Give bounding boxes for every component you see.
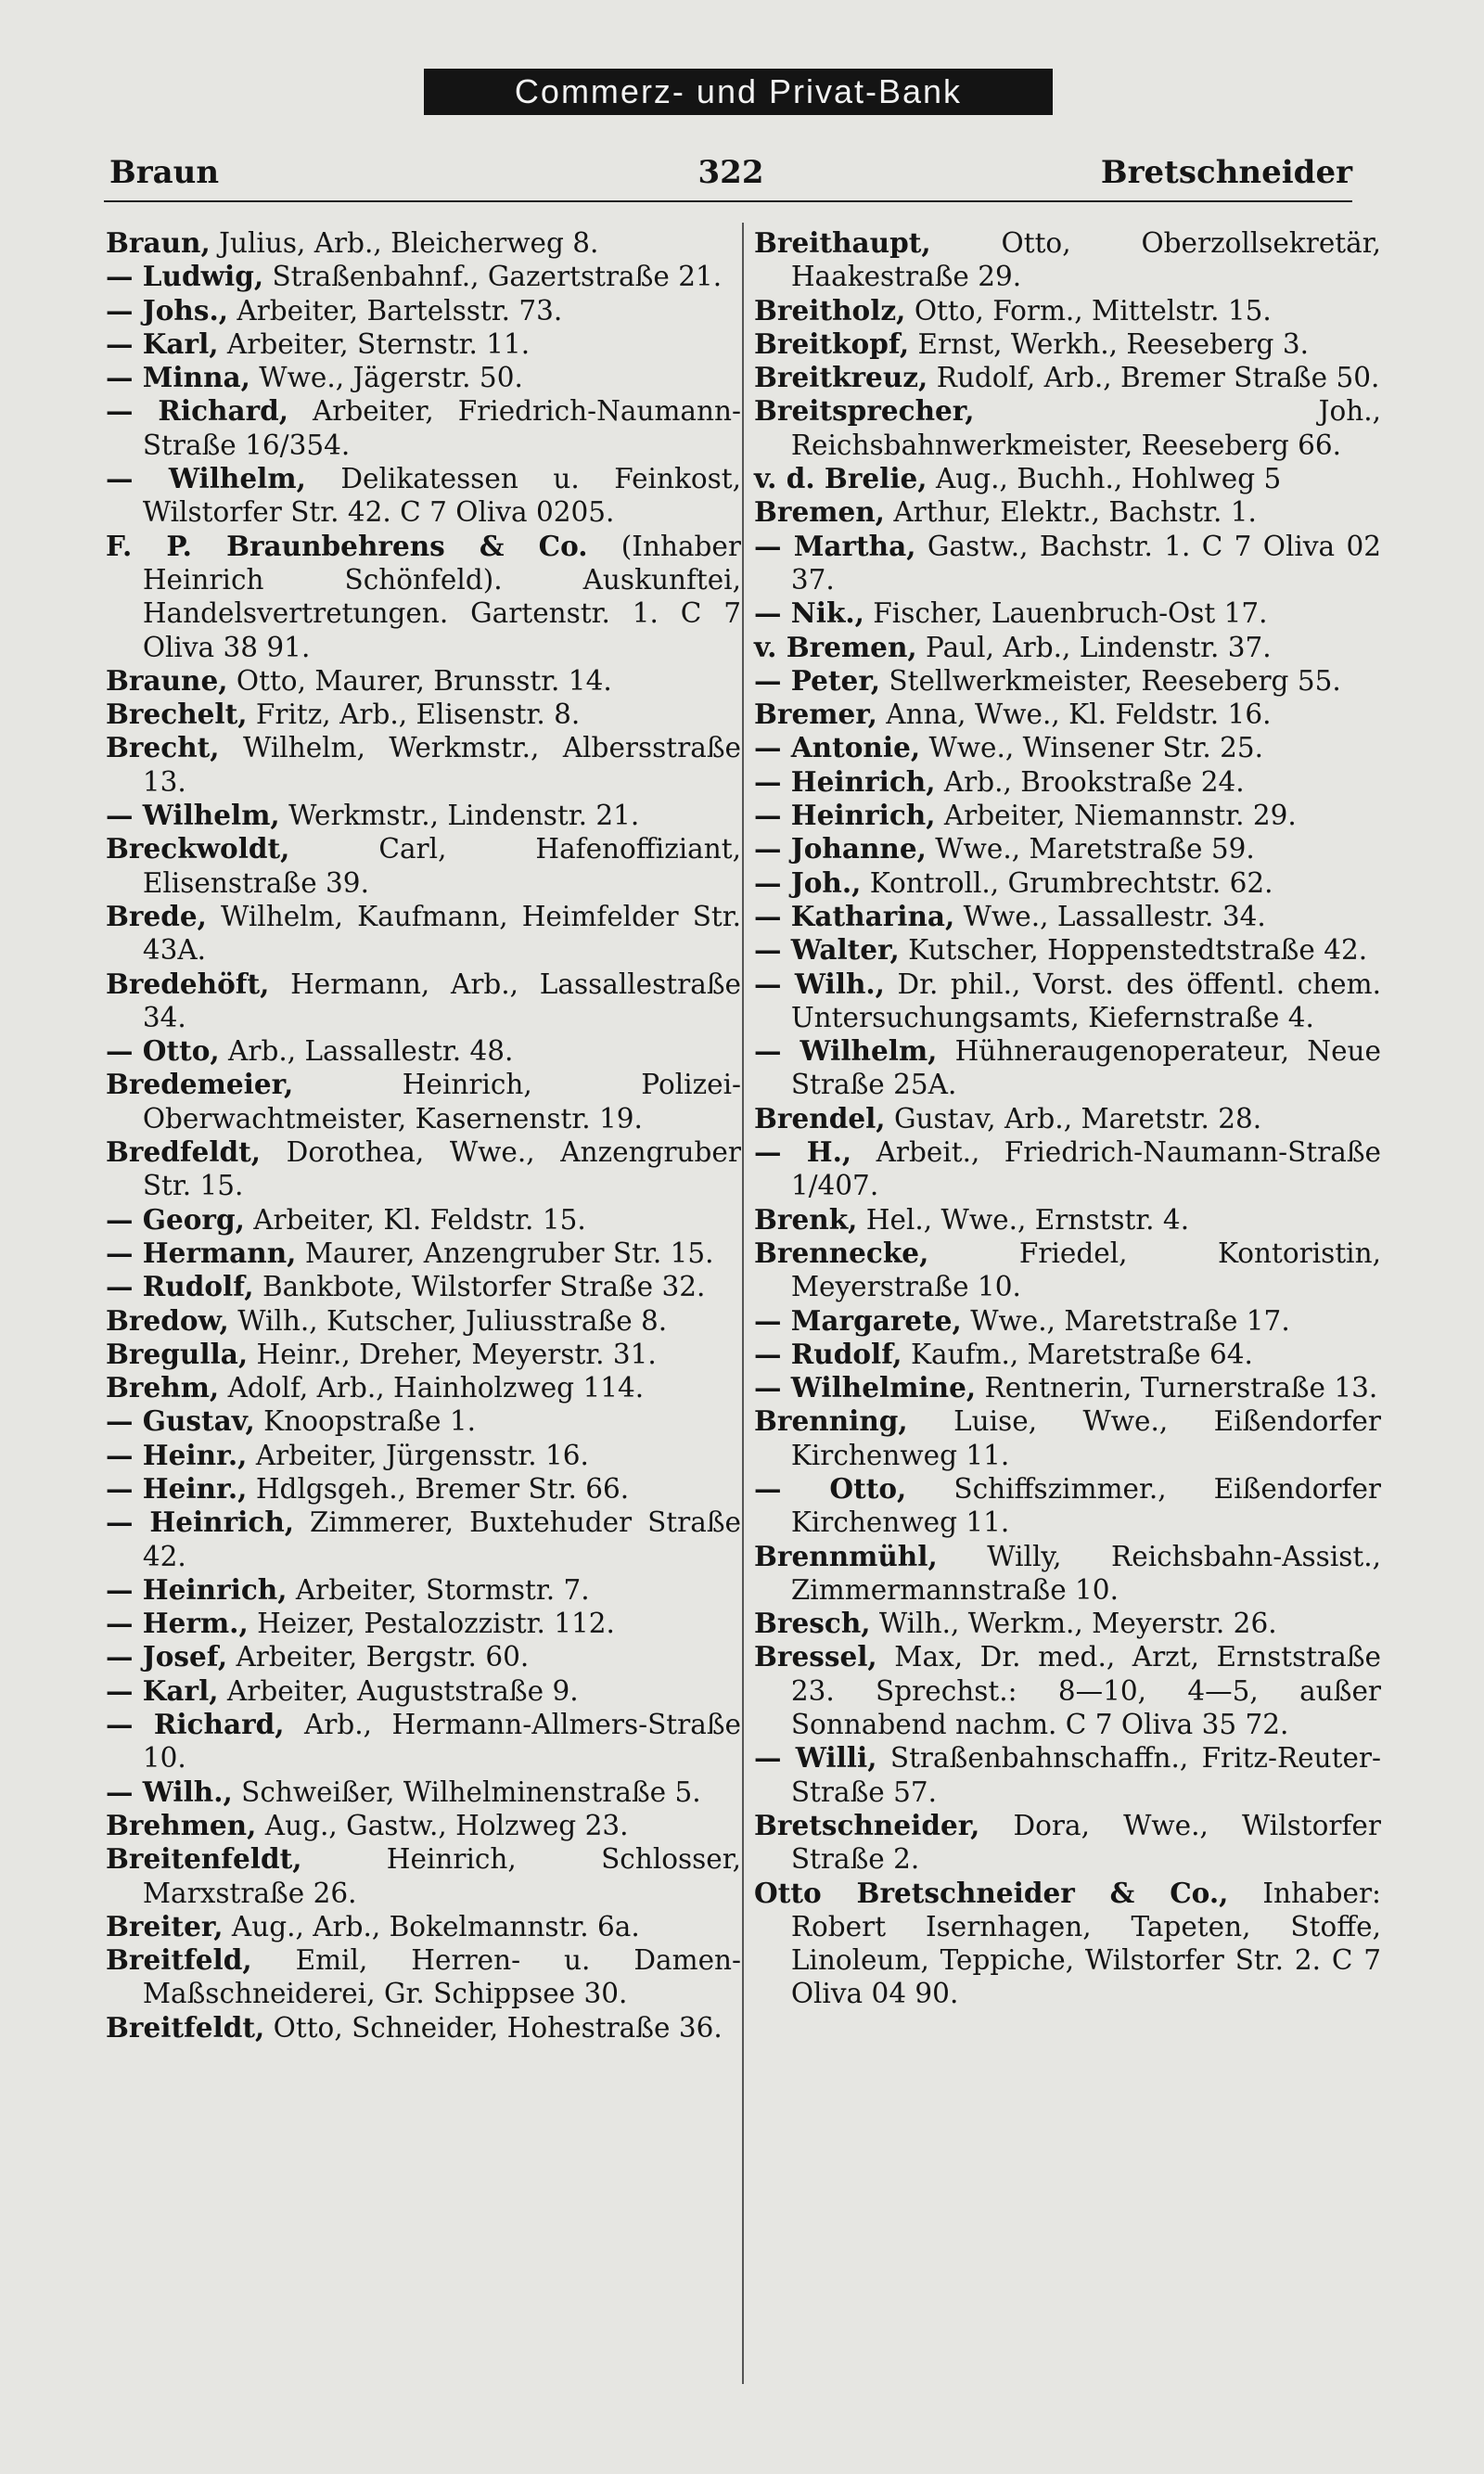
entry-name: — Heinrich, [106,1506,295,1539]
entry-details: Arbeit., Friedrich-Naumann-Straße 1/407. [790,1136,1381,1202]
entry-details: Rudolf, Arb., Bremer Straße 50. [928,362,1380,394]
directory-entry [106,260,741,293]
entry-name: — Heinrich, [106,1572,288,1606]
entry-details: Rentnerin, Turnerstraße 13. [976,1372,1378,1404]
directory-entry [106,1034,741,1068]
entry-details: Heinrich, Polizei-Oberwachtmeister, Kasernenstr. 19. [142,1069,741,1134]
entry-name: — Wilhelmine, [754,1371,977,1404]
entry-details: Carl, Hafenoffiziant, Elisenstraße 39. [142,833,741,899]
entry-details: Straßenbahnf., Gazertstraße 21. [263,261,723,293]
entry-name: Bremer, [754,698,877,731]
directory-entry [754,1135,1381,1203]
entry-details: Wilhelm, Kaufmann, Heimfelder Str. 43A. [142,900,741,967]
directory-entry [106,462,741,530]
directory-entry [106,1270,741,1303]
directory-entry [106,1404,741,1438]
directory-entry [754,968,1381,1035]
entry-details: Wwe., Maretstraße 59. [926,833,1255,865]
entry-name: — Margarete, [754,1303,962,1337]
entry-details: Stellwerkmeister, Reeseberg 55. [880,664,1341,697]
running-head [109,154,1352,197]
directory-entry [754,1809,1381,1877]
directory-entry [106,2011,741,2045]
entry-name: — Wilh., [106,1775,233,1808]
directory-entry [754,900,1381,933]
entry-details: Arbeiter, Jürgensstr. 16. [247,1439,589,1471]
entry-details: Anna, Wwe., Kl. Feldstr. 16. [876,699,1272,731]
entry-details: Wwe., Jägerstr. 50. [249,362,523,394]
entry-name: — Wilh., [754,967,885,1000]
directory-entry [106,1607,741,1640]
entry-name: — Antonie, [754,731,921,764]
entry-details: Kaufm., Maretstraße 64. [902,1338,1253,1370]
directory-entry [106,394,741,462]
directory-entry [754,530,1381,597]
bank-advertisement-banner: Commerz- und Privat-Bank [424,69,1053,115]
entry-name: Breitholz, [754,293,906,327]
directory-entry [754,698,1381,731]
entry-name: — Martha, [754,529,916,562]
entry-name: Bredehöft, [106,967,270,1000]
directory-entry [106,327,741,361]
entry-details: Ernst, Werkh., Reeseberg 3. [909,327,1309,360]
entry-details: Wwe., Lassallestr. 34. [954,900,1266,932]
directory-entry [106,1203,741,1237]
entry-name: — Wilhelm, [106,462,306,495]
running-head-left: Braun [109,154,220,191]
entry-details: Julius, Arb., Bleicherweg 8. [210,227,599,259]
entry-name: — Rudolf, [754,1337,902,1370]
directory-entry [754,495,1381,529]
entry-details: Joh., Reichsbahnwerkmeister, Reeseberg 66. [790,395,1381,461]
directory-entry [106,361,741,394]
entry-name: — Johs., [106,293,229,327]
entry-details: Arbeiter, Bergstr. 60. [227,1641,530,1673]
entry-name: — Nik., [754,596,864,630]
entry-details: Luise, Wwe., Eißendorfer Kirchenweg 11. [790,1405,1381,1471]
entry-details: Schweißer, Wilhelminenstraße 5. [232,1775,701,1808]
directory-entry [754,327,1381,361]
entry-name: Brechelt, [106,698,248,731]
column-divider [742,223,744,2384]
entry-name: Brenning, [754,1404,908,1438]
entry-details: Paul, Arb., Lindenstr. 37. [916,631,1272,663]
directory-entry [754,1640,1381,1741]
directory-entry [106,1371,741,1404]
entry-details: Bankbote, Wilstorfer Straße 32. [253,1271,706,1303]
directory-entry [106,1338,741,1371]
entry-details: Delikatessen u. Feinkost, Wilstorfer Str. 42. C 7 Oliva 0205. [142,463,741,529]
entry-name: Bremen, [754,495,885,529]
entry-name: Braune, [106,663,228,697]
entry-name: — Rudolf, [106,1270,254,1303]
directory-entry [754,1102,1381,1135]
entry-name: Breithaupt, [754,226,931,259]
directory-entry [754,361,1381,394]
entry-details: Wilh., Kutscher, Juliusstraße 8. [228,1304,668,1337]
directory-entry [106,1135,741,1203]
entry-details: Gastw., Bachstr. 1. C 7 Oliva 02 37. [790,530,1381,596]
entry-details: Heinr., Dreher, Meyerstr. 31. [248,1338,657,1370]
entry-name: Breiter, [106,1909,224,1942]
directory-entry [106,1775,741,1809]
entry-name: Bressel, [754,1640,877,1673]
entry-name: Brennecke, [754,1236,929,1269]
entry-details: Arb., Hermann-Allmers-Straße 10. [142,1709,741,1775]
directory-entry [106,1943,741,2011]
entry-details: Arthur, Elektr., Bachstr. 1. [884,496,1257,529]
entry-details: Arbeiter, Auguststraße 9. [218,1674,579,1707]
header-rule [104,200,1352,202]
directory-entry [754,1607,1381,1640]
directory-entry [106,1439,741,1472]
directory-entry [106,1304,741,1338]
directory-column-right [754,226,1381,2011]
entry-name: — Josef, [106,1640,228,1673]
entry-details: Aug., Buchh., Hohlweg 5 [927,463,1282,495]
entry-details: Aug., Arb., Bokelmannstr. 6a. [223,1910,640,1942]
entry-details: Heizer, Pestalozzistr. 112. [248,1608,615,1640]
entry-details: Wilh., Werkm., Meyerstr. 26. [870,1608,1277,1640]
entry-details: Hühneraugenoperateur, Neue Straße 25A. [790,1035,1381,1101]
entry-details: Inhaber: Robert Isernhagen, Tapeten, Stoffe, Linoleum, Teppiche, Wilstorfer Str. 2. C 7 Oliva 04 90. [790,1877,1381,2010]
entry-details: Arb., Lassallestr. 48. [219,1035,514,1068]
directory-entry [106,530,741,664]
entry-details: (Inhaber Heinrich Schönfeld). Auskunftei, Handelsvertretungen. Gartenstr. 1. C 7 Oliva 38 91. [142,530,741,663]
entry-details: Arbeiter, Bartelsstr. 73. [228,294,563,327]
directory-entry [754,1741,1381,1809]
entry-details: Otto, Oberzollsekretär, Haakestraße 29. [790,227,1381,293]
directory-entry [106,1237,741,1270]
directory-entry [106,1472,741,1506]
entry-details: Schiffszimmer., Eißendorfer Kirchenweg 11. [790,1472,1381,1539]
entry-name: — Katharina, [754,899,955,932]
entry-name: Brennmühl, [754,1539,938,1572]
entry-name: — Karl, [106,327,219,360]
entry-details: Adolf, Arb., Hainholzweg 114. [219,1372,645,1404]
entry-name: Bredow, [106,1303,229,1337]
directory-entry [106,1842,741,1910]
entry-name: — Wilhelm, [106,799,280,832]
entry-name: — Peter, [754,663,880,697]
directory-entry [754,933,1381,967]
directory-entry [754,1034,1381,1102]
entry-details: Wwe., Maretstraße 17. [961,1304,1290,1337]
entry-name: — Heinrich, [754,799,936,832]
directory-entry [754,1877,1381,2011]
entry-details: Kontroll., Grumbrechtstr. 62. [861,866,1273,899]
entry-details: Otto, Maurer, Brunsstr. 14. [227,664,612,697]
directory-entry [106,664,741,698]
directory-entry [106,1573,741,1607]
directory-entry [754,596,1381,630]
directory-entry [754,1404,1381,1472]
entry-details: Otto, Schneider, Hohestraße 36. [264,2011,723,2044]
entry-details: Arbeiter, Kl. Feldstr. 15. [244,1203,586,1236]
directory-entry [106,731,741,799]
entry-details: Zimmerer, Buxtehuder Straße 42. [142,1506,741,1572]
entry-details: Dr. phil., Vorst. des öffentl. chem. Untersuchungsamts, Kiefernstraße 4. [790,968,1381,1033]
entry-name: v. Bremen, [754,630,917,663]
entry-name: — Otto, [754,1471,907,1505]
directory-entry [754,226,1381,294]
entry-details: Willy, Reichsbahn-Assist., Zimmermannstraße 10. [790,1540,1381,1606]
page-number: 322 [697,154,764,191]
entry-name: — Otto, [106,1034,220,1068]
directory-entry [106,226,741,260]
entry-name: Braun, [106,226,211,259]
directory-entry [106,1068,741,1135]
directory-entry [106,900,741,968]
entry-details: Straßenbahnschaffn., Fritz-Reuter-Straße 57. [790,1742,1381,1808]
entry-name: — Karl, [106,1673,219,1707]
entry-name: — Johanne, [754,832,927,865]
entry-name: v. d. Brelie, [754,462,928,495]
entry-name: Breitfeldt, [106,2010,265,2044]
directory-entry [754,1203,1381,1237]
directory-entry [106,1910,741,1943]
entry-details: Aug., Gastw., Holzweg 23. [256,1809,629,1841]
entry-name: Brecht, [106,731,220,764]
entry-name: — Herm., [106,1607,249,1640]
directory-entry [754,765,1381,799]
entry-name: Brede, [106,899,207,932]
directory-column-left [106,226,741,2045]
entry-details: Maurer, Anzengruber Str. 15. [296,1237,714,1269]
entry-name: — Willi, [754,1741,877,1775]
entry-details: Heinrich, Schlosser, Marxstraße 26. [142,1843,741,1909]
entry-details: Dorothea, Wwe., Anzengruber Str. 15. [142,1136,741,1202]
entry-name: Breitkreuz, [754,361,928,394]
directory-entry [106,1640,741,1673]
entry-name: — Heinrich, [754,764,936,798]
running-head-right: Bretschneider [1100,154,1352,191]
directory-entry [754,832,1381,865]
entry-name: — Richard, [106,394,289,428]
directory-entry [754,294,1381,327]
entry-details: Hel., Wwe., Ernststr. 4. [857,1203,1190,1236]
entry-details: Hdlgsgeh., Bremer Str. 66. [247,1472,630,1505]
directory-entry [106,968,741,1035]
entry-details: Wwe., Winsener Str. 25. [920,732,1264,764]
entry-name: — Georg, [106,1202,245,1236]
entry-name: — Hermann, [106,1236,297,1269]
entry-details: Arbeiter, Friedrich-Naumann-Straße 16/354. [142,395,741,461]
entry-name: Brenk, [754,1202,858,1236]
directory-entry [754,1304,1381,1338]
entry-name: Bretschneider, [754,1808,980,1841]
entry-name: F. P. Braunbehrens & Co. [106,529,588,562]
directory-entry [106,1674,741,1708]
directory-entry [106,1708,741,1775]
directory-entry [106,799,741,832]
entry-details: Knoopstraße 1. [254,1405,476,1438]
entry-name: — H., [754,1135,852,1169]
entry-details: Arbeiter, Sternstr. 11. [218,327,531,360]
entry-name: — Richard, [106,1708,285,1741]
directory-entry [106,1809,741,1842]
entry-details: Max, Dr. med., Arzt, Ernststraße 23. Sprechst.: 8—10, 4—5, außer Sonnabend nachm. C 7 Oliva 35 72. [790,1641,1381,1741]
entry-details: Hermann, Arb., Lassallestraße 34. [142,968,741,1033]
directory-entry [754,1237,1381,1304]
entry-name: Breitsprecher, [754,394,975,428]
directory-entry [106,832,741,900]
entry-name: Breitkopf, [754,327,910,360]
entry-name: Breitenfeldt, [106,1842,302,1876]
entry-details: Emil, Herren- u. Damen-Maßschneiderei, Gr. Schippsee 30. [142,1944,741,2010]
entry-details: Wilhelm, Werkmstr., Albersstraße 13. [142,732,741,798]
entry-name: — Walter, [754,933,900,967]
entry-name: — Minna, [106,361,250,394]
directory-entry [106,294,741,327]
entry-name: — Ludwig, [106,260,264,293]
entry-name: Brehm, [106,1371,220,1404]
entry-details: Dora, Wwe., Wilstorfer Straße 2. [790,1809,1381,1876]
directory-entry [106,698,741,731]
entry-details: Werkmstr., Lindenstr. 21. [279,800,640,832]
entry-details: Otto, Form., Mittelstr. 15. [905,294,1272,327]
entry-details: Arb., Brookstraße 24. [935,765,1245,798]
entry-name: — Joh., [754,865,862,899]
directory-entry [754,462,1381,495]
entry-name: Bredfeldt, [106,1135,262,1169]
directory-entry [754,631,1381,664]
entry-name: Bredemeier, [106,1068,294,1101]
entry-name: — Gustav, [106,1404,255,1438]
directory-entry [106,1506,741,1573]
directory-entry [754,1472,1381,1540]
directory-entry [754,731,1381,764]
entry-details: Fritz, Arb., Elisenstr. 8. [247,699,581,731]
entry-name: Otto Bretschneider & Co., [754,1876,1229,1909]
directory-entry [754,664,1381,698]
entry-name: — Wilhelm, [754,1034,938,1068]
directory-entry [754,866,1381,900]
directory-entry [754,799,1381,832]
entry-details: Friedel, Kontoristin, Meyerstraße 10. [790,1237,1381,1303]
entry-details: Gustav, Arb., Maretstr. 28. [885,1102,1262,1134]
entry-details: Arbeiter, Stormstr. 7. [287,1573,590,1606]
entry-name: Brendel, [754,1101,886,1134]
entry-name: Bresch, [754,1607,871,1640]
entry-name: — Heinr., [106,1438,248,1471]
entry-name: — Heinr., [106,1471,248,1505]
directory-entry [754,1338,1381,1371]
entry-name: Breckwoldt, [106,832,290,865]
entry-name: Brehmen, [106,1808,257,1841]
entry-details: Fischer, Lauenbruch-Ost 17. [864,597,1268,630]
directory-entry [754,1371,1381,1404]
entry-name: Bregulla, [106,1337,249,1370]
entry-details: Arbeiter, Niemannstr. 29. [935,800,1297,832]
directory-entry [754,394,1381,462]
entry-name: Breitfeld, [106,1943,252,1977]
directory-entry [754,1540,1381,1608]
entry-details: Kutscher, Hoppenstedtstraße 42. [899,934,1368,967]
